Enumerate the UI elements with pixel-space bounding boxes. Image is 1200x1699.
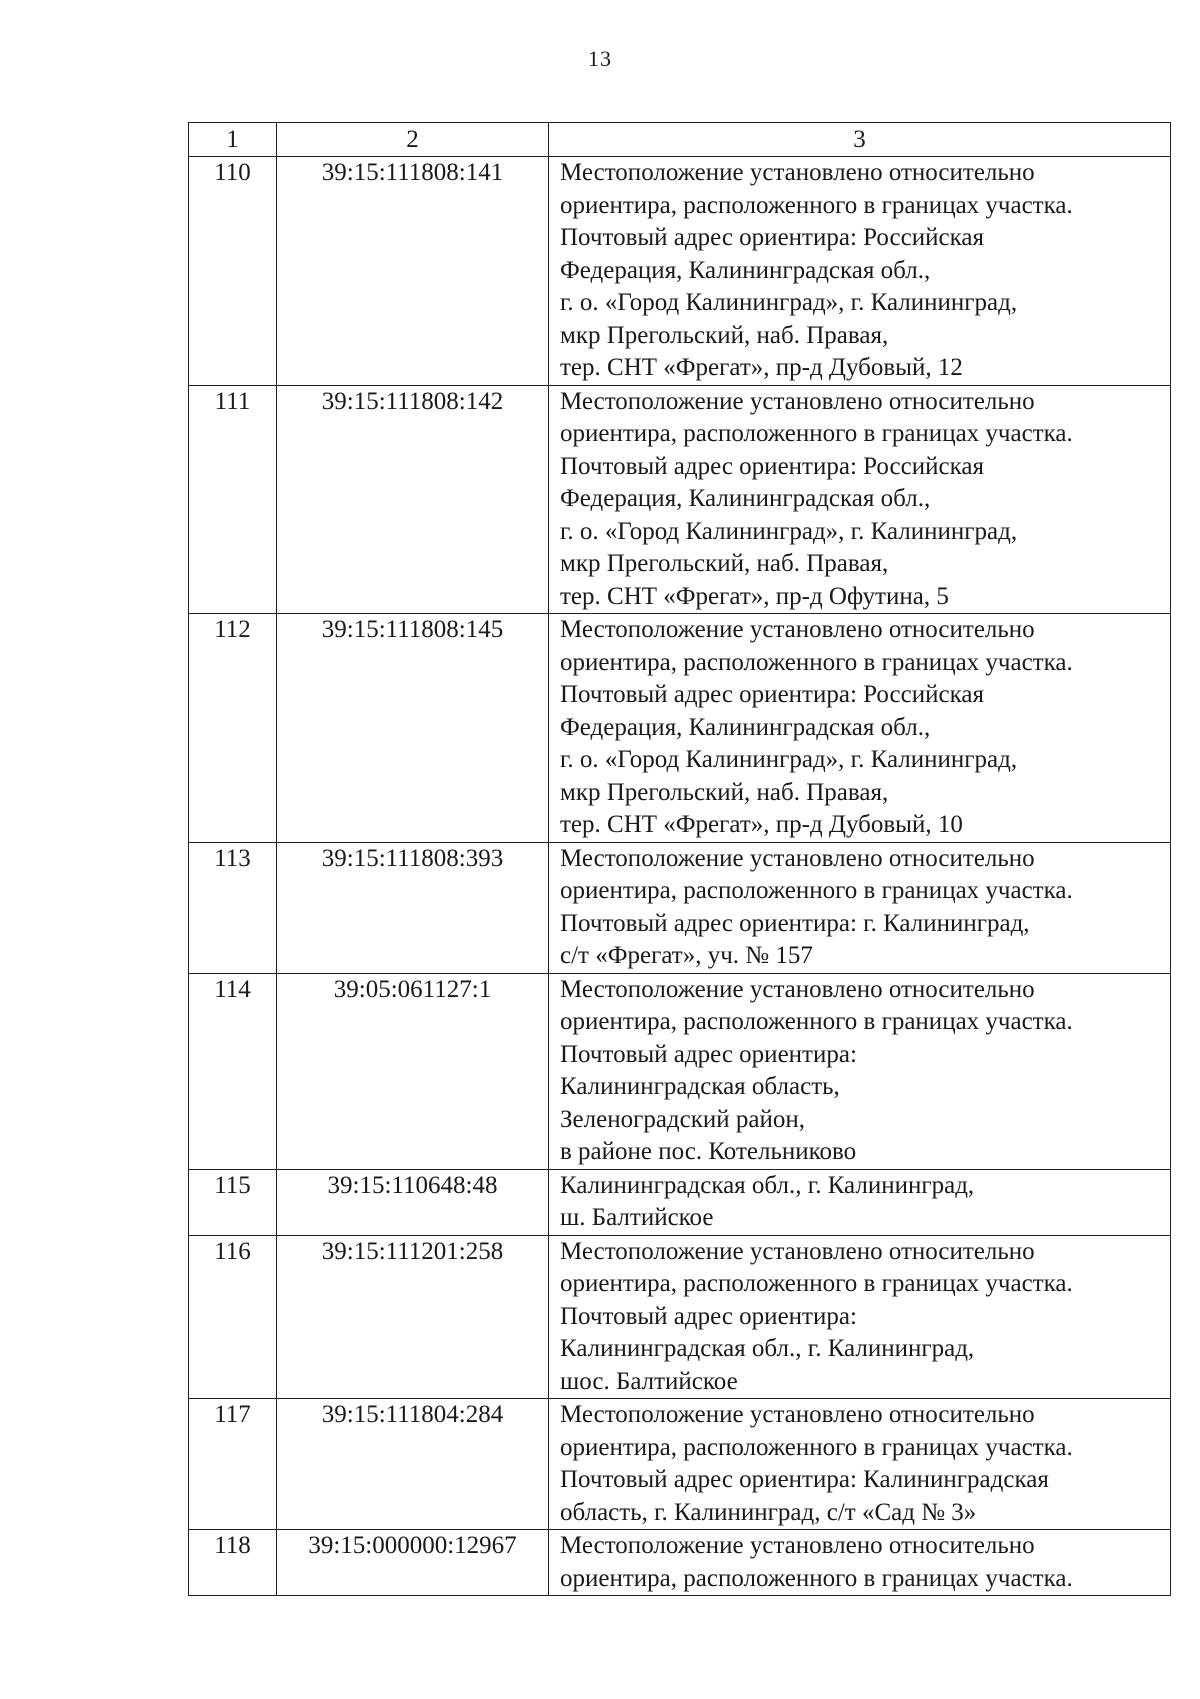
location-description xyxy=(549,1169,1171,1235)
row-number: 110 xyxy=(189,157,277,386)
description-line: г. о. «Город Калининград», г. Калининград, xyxy=(560,289,1018,316)
cadastral-number: 39:15:111804:284 xyxy=(277,1399,549,1530)
description-line: ориентира, расположенного в границах участка. xyxy=(560,877,1073,904)
table-body xyxy=(189,157,1171,1596)
description-line: мкр Прегольский, наб. Правая, xyxy=(560,550,889,577)
description-line: область, г. Калининград, с/т «Сад № 3» xyxy=(560,1498,977,1526)
table-row xyxy=(189,1530,1171,1596)
description-line: Почтовый адрес ориентира: xyxy=(560,1302,857,1330)
description-line: ориентира, расположенного в границах участка. xyxy=(560,1008,1073,1035)
description-line: Местоположение установлено относительно xyxy=(560,975,1035,1003)
cadastral-number: 39:15:111808:142 xyxy=(277,385,549,614)
table-row xyxy=(189,157,1171,386)
description-line: в районе пос. Котельниково xyxy=(560,1138,857,1165)
description-line: мкр Прегольский, наб. Правая, xyxy=(560,778,889,806)
location-description xyxy=(549,385,1171,614)
description-line: Местоположение установлено относительно xyxy=(560,1401,1035,1428)
cadastral-number: 39:15:111201:258 xyxy=(277,1235,549,1399)
location-description xyxy=(549,1530,1171,1596)
description-line: Федерация, Калининградская обл., xyxy=(560,256,931,284)
row-number: 114 xyxy=(189,973,277,1169)
column-header-2: 2 xyxy=(277,123,549,157)
description-line: тер. СНТ «Фрегат», пр-д Дубовый, 12 xyxy=(560,354,963,381)
description-line: Калининградская область, xyxy=(560,1073,840,1100)
table-row xyxy=(189,385,1171,614)
description-line: Местоположение установлено относительно xyxy=(560,1237,1035,1265)
description-line: Местоположение установлено относительно xyxy=(560,159,1035,186)
cadastral-number: 39:15:111808:145 xyxy=(277,614,549,843)
description-line: Местоположение установлено относительно xyxy=(560,1532,1035,1559)
table-row xyxy=(189,1169,1171,1235)
cadastral-number: 39:15:111808:141 xyxy=(277,157,549,386)
description-line: тер. СНТ «Фрегат», пр-д Офутина, 5 xyxy=(560,582,949,610)
parcel-table xyxy=(188,122,1171,1596)
description-line: г. о. «Город Калининград», г. Калининград, xyxy=(560,746,1018,773)
description-line: тер. СНТ «Фрегат», пр-д Дубовый, 10 xyxy=(560,811,963,838)
table-row xyxy=(189,842,1171,973)
table-header-row xyxy=(189,123,1171,157)
location-description xyxy=(549,157,1171,386)
description-line: ориентира, расположенного в границах участка. xyxy=(560,420,1073,447)
row-number: 116 xyxy=(189,1235,277,1399)
cadastral-number: 39:15:110648:48 xyxy=(277,1169,549,1235)
table-row xyxy=(189,1235,1171,1399)
description-line: Местоположение установлено относительно xyxy=(560,387,1035,415)
description-line: Почтовый адрес ориентира: Российская xyxy=(560,452,984,480)
row-number: 112 xyxy=(189,614,277,843)
location-description xyxy=(549,1235,1171,1399)
description-line: Зеленоградский район, xyxy=(560,1105,805,1133)
column-header-1: 1 xyxy=(189,123,277,157)
description-line: Почтовый адрес ориентира: Российская xyxy=(560,224,984,251)
row-number: 113 xyxy=(189,842,277,973)
cadastral-number: 39:15:000000:12967 xyxy=(277,1530,549,1596)
description-line: мкр Прегольский, наб. Правая, xyxy=(560,321,889,349)
description-line: Калининградская обл., г. Калининград, xyxy=(560,1335,975,1362)
table-row xyxy=(189,614,1171,843)
description-line: Почтовый адрес ориентира: Российская xyxy=(560,681,984,708)
description-line: Почтовый адрес ориентира: г. Калининград, xyxy=(560,909,1030,937)
description-line: Почтовый адрес ориентира: xyxy=(560,1040,857,1068)
description-line: ориентира, расположенного в границах участка. xyxy=(560,191,1073,219)
location-description xyxy=(549,842,1171,973)
location-description xyxy=(549,614,1171,843)
description-line: ориентира, расположенного в границах участка. xyxy=(560,1270,1073,1297)
description-line: ш. Балтийское xyxy=(560,1204,714,1231)
description-line: Федерация, Калининградская обл., xyxy=(560,485,931,512)
row-number: 118 xyxy=(189,1530,277,1596)
description-line: с/т «Фрегат», уч. № 157 xyxy=(560,942,813,969)
row-number: 115 xyxy=(189,1169,277,1235)
description-line: Калининградская обл., г. Калининград, xyxy=(560,1171,975,1199)
location-description xyxy=(549,1399,1171,1530)
description-line: Почтовый адрес ориентира: Калининградская xyxy=(560,1466,1049,1493)
cadastral-number: 39:15:111808:393 xyxy=(277,842,549,973)
cadastral-number: 39:05:061127:1 xyxy=(277,973,549,1169)
description-line: Местоположение установлено относительно xyxy=(560,616,1035,643)
page-number: 13 xyxy=(588,46,612,71)
location-description xyxy=(549,973,1171,1169)
description-line: ориентира, расположенного в границах участка. xyxy=(560,1433,1073,1461)
description-line: шос. Балтийское xyxy=(560,1367,738,1395)
table-row xyxy=(189,973,1171,1169)
row-number: 117 xyxy=(189,1399,277,1530)
description-line: ориентира, расположенного в границах участка. xyxy=(560,648,1073,676)
row-number: 111 xyxy=(189,385,277,614)
description-line: ориентира, расположенного в границах участка. xyxy=(560,1564,1073,1592)
column-header-3: 3 xyxy=(549,123,1171,157)
table-row xyxy=(189,1399,1171,1530)
description-line: г. о. «Город Калининград», г. Калининград, xyxy=(560,517,1018,545)
description-line: Местоположение установлено относительно xyxy=(560,844,1035,872)
description-line: Федерация, Калининградская обл., xyxy=(560,713,931,741)
